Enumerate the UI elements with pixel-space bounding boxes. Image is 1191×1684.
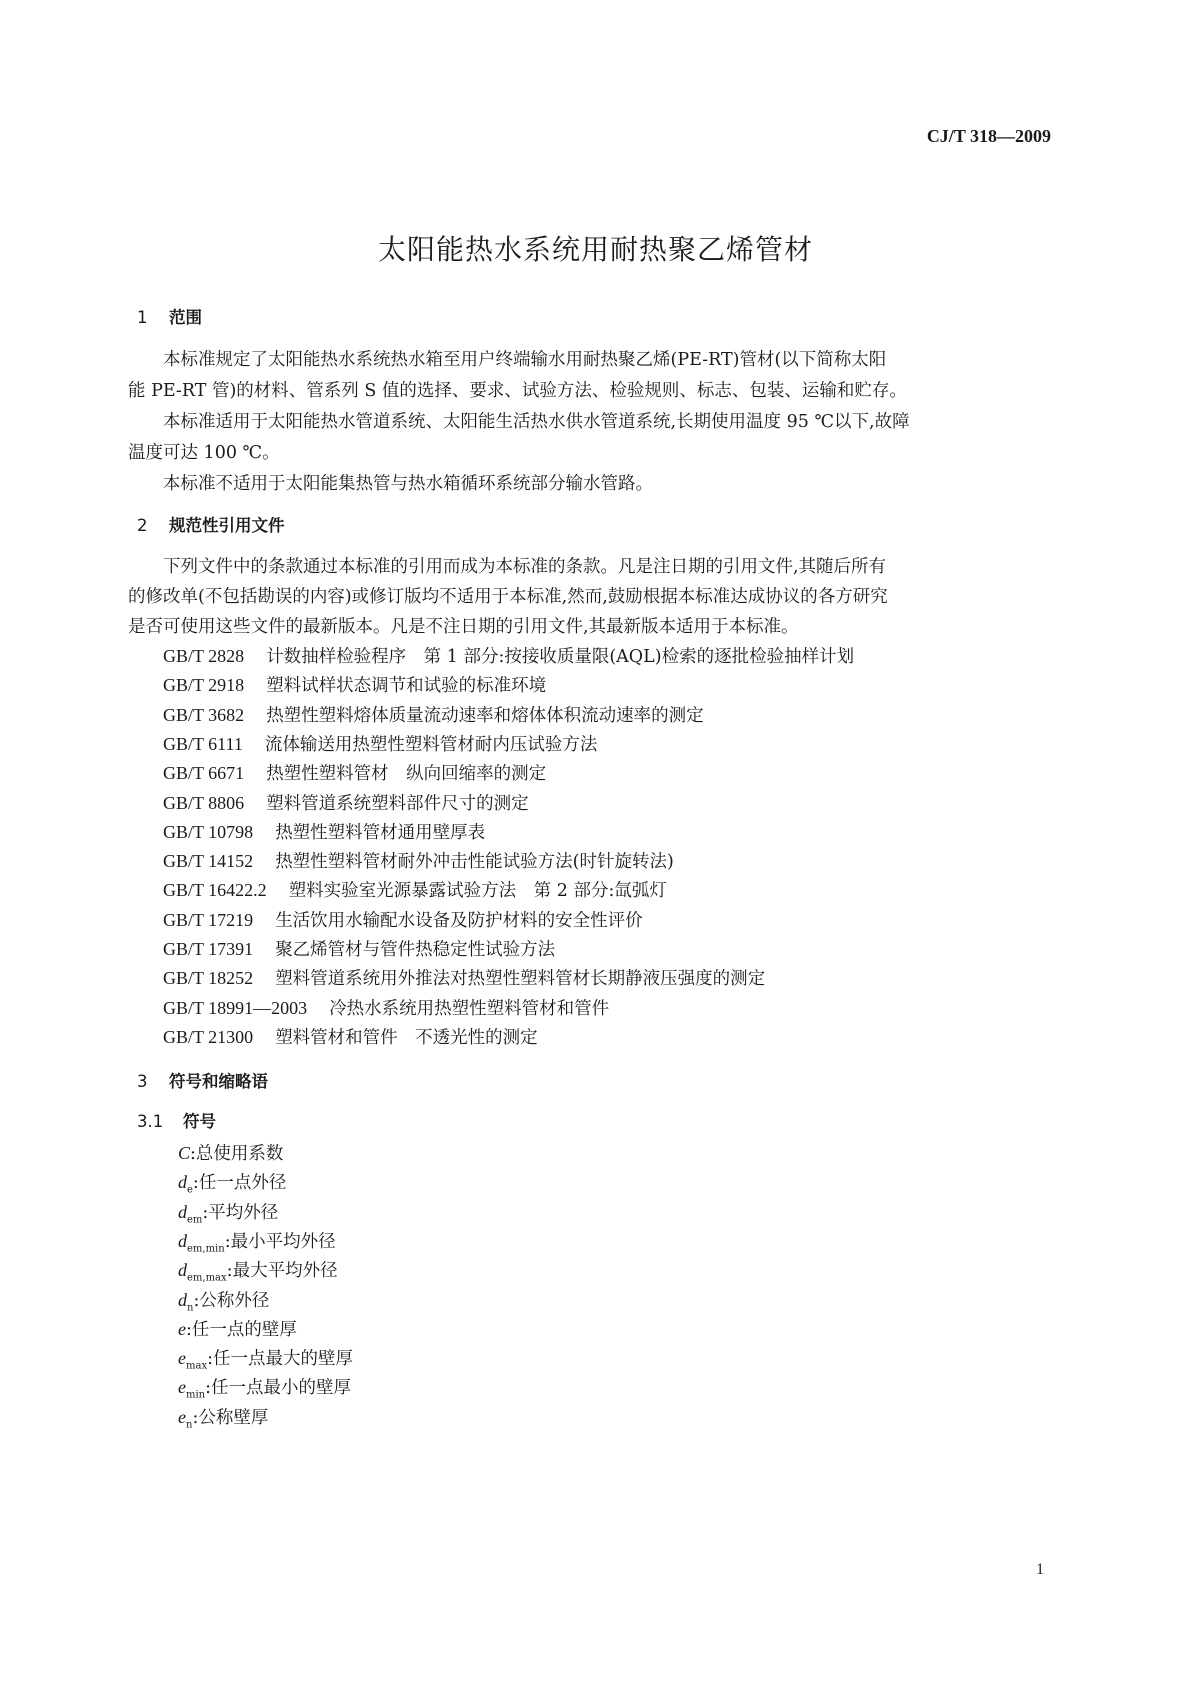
- reference-title: 塑料试样状态调节和试验的标准环境: [266, 676, 547, 697]
- reference-code: GB/T 18991—2003: [163, 997, 308, 1018]
- symbol-subscript: em,min: [187, 1243, 225, 1255]
- reference-item: [163, 936, 555, 961]
- symbol-description: :公称壁厚: [192, 1407, 269, 1428]
- reference-title: 热塑性塑料熔体质量流动速率和熔体体积流动速率的测定: [266, 705, 704, 726]
- symbol-letter: d: [178, 1172, 187, 1193]
- reference-code: GB/T 6671: [163, 763, 245, 784]
- paragraph-line: 下列文件中的条款通过本标准的引用而成为本标准的条款。凡是注日期的引用文件,其随后所有: [163, 557, 887, 577]
- reference-item: [163, 643, 854, 668]
- reference-code: GB/T 8806: [163, 792, 245, 813]
- symbol-letter: d: [178, 1289, 187, 1310]
- symbol-subscript: em,max: [187, 1272, 227, 1284]
- reference-item: [163, 995, 609, 1020]
- reference-item: [163, 731, 597, 756]
- paragraph-line: 是否可使用这些文件的最新版本。凡是不注日期的引用文件,其最新版本适用于本标准。: [128, 617, 799, 637]
- symbol-subscript: e: [187, 1184, 193, 1196]
- section-number: 3: [137, 1072, 148, 1091]
- reference-item: [163, 1024, 538, 1049]
- reference-code: GB/T 21300: [163, 1026, 254, 1047]
- reference-title: 热塑性塑料管材 纵向回缩率的测定: [266, 764, 547, 785]
- reference-title: 塑料管道系统用外推法对热塑性塑料管材长期静液压强度的测定: [275, 969, 766, 990]
- symbol-subscript: n: [186, 1419, 193, 1431]
- symbol-letter: e: [178, 1348, 186, 1369]
- symbol-item: [178, 1287, 269, 1314]
- section-3-1-heading: [137, 1108, 216, 1132]
- symbol-subscript: n: [187, 1302, 194, 1313]
- section-number: 2: [137, 516, 148, 535]
- section-2-heading: [137, 512, 285, 536]
- reference-code: GB/T 3682: [163, 704, 245, 725]
- reference-title: 计数抽样检验程序 第 1 部分:按接收质量限(AQL)检索的逐批检验抽样计划: [266, 647, 855, 667]
- symbol-item: [178, 1169, 286, 1196]
- reference-title: 生活饮用水输配水设备及防护材料的安全性评价: [275, 910, 643, 931]
- symbol-description: :总使用系数: [190, 1144, 284, 1164]
- section-title: 符号和缩略语: [169, 1072, 268, 1091]
- reference-item: [163, 848, 674, 873]
- symbol-item: [178, 1345, 353, 1372]
- symbol-letter: e: [178, 1406, 186, 1427]
- reference-title: 塑料管道系统塑料部件尺寸的测定: [266, 793, 529, 814]
- symbol-description: :任一点外径: [192, 1173, 287, 1194]
- section-1-heading: [137, 304, 202, 328]
- symbol-subscript: max: [186, 1360, 208, 1372]
- page-number: 1: [1036, 1561, 1044, 1578]
- reference-item: [163, 702, 704, 727]
- symbol-subscript: min: [186, 1389, 206, 1401]
- symbol-description: :平均外径: [202, 1202, 279, 1223]
- paragraph-line: 本标准适用于太阳能热水管道系统、太阳能生活热水供水管道系统,长期使用温度 95 ℃以下,故障: [163, 412, 910, 432]
- document-title: 太阳能热水系统用耐热聚乙烯管材: [377, 233, 813, 266]
- reference-code: GB/T 18252: [163, 968, 254, 989]
- symbol-item: [178, 1140, 283, 1165]
- paragraph-line: 的修改单(不包括勘误的内容)或修订版均不适用于本标准,然而,鼓励根据本标准达成协议的各方研究: [128, 587, 888, 607]
- paragraph-line: 能 PE-RT 管)的材料、管系列 S 值的选择、要求、试验方法、检验规则、标志、包装、运输和贮存。: [128, 381, 907, 401]
- reference-code: GB/T 17219: [163, 909, 254, 930]
- section-3-heading: [137, 1068, 268, 1092]
- symbol-letter: e: [178, 1377, 186, 1398]
- symbol-item: [178, 1199, 278, 1226]
- symbol-description: :任一点的壁厚: [186, 1319, 297, 1340]
- reference-code: GB/T 14152: [163, 851, 254, 872]
- paragraph-line: 温度可达 100 ℃。: [128, 443, 280, 463]
- section-title: 符号: [183, 1112, 216, 1131]
- reference-item: [163, 672, 546, 697]
- standard-number: CJ/T 318—2009: [926, 126, 1051, 146]
- symbol-letter: C: [178, 1143, 191, 1163]
- reference-title: 冷热水系统用热塑性塑料管材和管件: [329, 998, 610, 1019]
- symbol-description: :最小平均外径: [224, 1231, 336, 1252]
- reference-title: 聚乙烯管材与管件热稳定性试验方法: [275, 940, 556, 960]
- symbol-letter: d: [178, 1201, 187, 1222]
- symbol-item: [178, 1316, 297, 1341]
- symbol-item: [178, 1404, 268, 1431]
- reference-item: [163, 760, 546, 785]
- reference-item: [163, 877, 667, 902]
- section-number: 1: [137, 308, 148, 327]
- section-title: 规范性引用文件: [169, 516, 285, 535]
- reference-code: GB/T 16422.2: [163, 880, 267, 901]
- symbol-item: [178, 1228, 336, 1255]
- section-number: 3.1: [137, 1112, 164, 1131]
- reference-code: GB/T 17391: [163, 939, 254, 959]
- reference-code: GB/T 2828: [163, 646, 245, 666]
- symbol-description: :最大平均外径: [226, 1261, 338, 1282]
- symbol-item: [178, 1374, 351, 1401]
- symbol-description: :任一点最小的壁厚: [205, 1378, 352, 1399]
- reference-item: [163, 907, 643, 932]
- reference-code: GB/T 10798: [163, 821, 254, 842]
- paragraph-line: 本标准不适用于太阳能集热管与热水箱循环系统部分输水管路。: [163, 474, 653, 494]
- reference-code: GB/T 2918: [163, 675, 245, 696]
- reference-item: [163, 790, 529, 815]
- reference-title: 塑料管材和管件 不透光性的测定: [275, 1027, 538, 1048]
- symbol-letter: d: [178, 1260, 187, 1281]
- reference-item: [163, 819, 485, 844]
- symbol-description: :任一点最大的壁厚: [207, 1349, 353, 1370]
- reference-title: 热塑性塑料管材通用壁厚表: [275, 822, 486, 843]
- symbol-subscript: em: [187, 1214, 203, 1226]
- symbol-description: :公称外径: [193, 1290, 270, 1311]
- reference-title: 热塑性塑料管材耐外冲击性能试验方法(时针旋转法): [275, 852, 674, 873]
- symbol-letter: d: [178, 1230, 187, 1251]
- paragraph-line: 本标准规定了太阳能热水系统热水箱至用户终端输水用耐热聚乙烯(PE-RT)管材(以下简称太阳: [163, 350, 887, 370]
- symbol-item: [178, 1257, 338, 1284]
- reference-title: 塑料实验室光源暴露试验方法 第 2 部分:氙弧灯: [288, 881, 667, 902]
- symbol-letter: e: [178, 1318, 186, 1339]
- reference-title: 流体输送用热塑性塑料管材耐内压试验方法: [264, 734, 598, 755]
- reference-item: [163, 965, 765, 990]
- reference-code: GB/T 6111: [163, 733, 243, 754]
- section-title: 范围: [169, 308, 202, 327]
